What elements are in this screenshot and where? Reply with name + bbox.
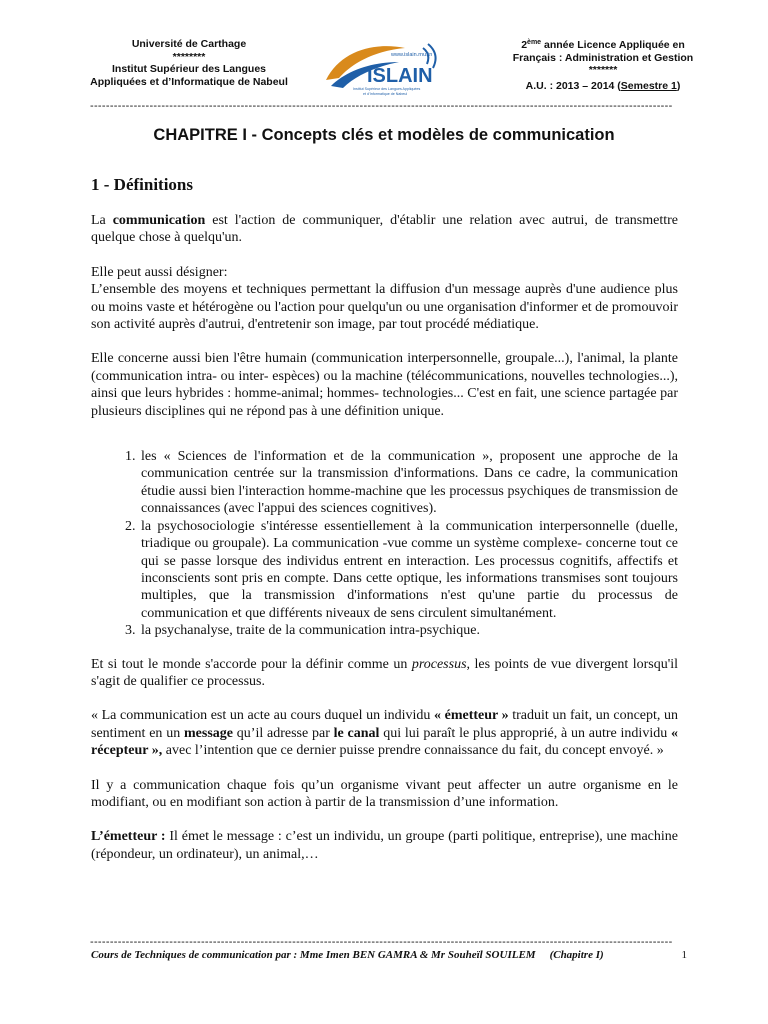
term-emetteur-label: L’émetteur : <box>91 829 166 845</box>
header-stars-left: ******** <box>172 50 206 63</box>
term-communication: communication <box>112 213 206 228</box>
paragraph-emetteur <box>91 828 678 863</box>
paragraph-definition <box>91 212 678 247</box>
term-processus: processus <box>411 656 467 672</box>
logo-subtitle-line1: Institut Supérieur des Langues Appliquées <box>353 87 421 91</box>
text-run: Elle peut aussi désigner: <box>91 264 228 280</box>
academic-year-label: A.U. : 2013 – 2014 ( <box>525 79 621 92</box>
paragraph-quote <box>91 707 678 759</box>
text-run: est l'action de communiquer, d'établir une relation avec autrui, de transmettre quelque chose à quelqu'un. <box>91 213 678 246</box>
academic-year <box>488 80 718 93</box>
institute-name-line1: Institut Supérieur des Langues <box>111 63 267 76</box>
text-run: traduit un fait, un concept, un sentiment en un <box>91 708 679 741</box>
term-canal: le canal <box>333 725 380 741</box>
term-recepteur: « récepteur », <box>91 725 678 759</box>
program-level <box>488 37 718 52</box>
list-item: 3. la psychanalyse, traite de la communication intra-psychique. <box>139 622 678 639</box>
logo-subtitle-line2: et d’Informatique de Nabeul <box>363 92 408 96</box>
text-run: « La communication est un acte au cours duquel un individu <box>91 708 434 724</box>
section-heading: 1 - Définitions <box>91 175 193 194</box>
program-name: Français : Administration et Gestion <box>512 51 694 64</box>
header-separator: --------------------------------------------------------------------------------------------------------------------------------------------------- <box>90 100 673 112</box>
text-run: qu’il adresse par <box>233 725 334 741</box>
level-text: année Licence Appliquée en <box>541 39 685 51</box>
term-message: message <box>184 725 233 741</box>
semester-close: ) <box>676 79 681 92</box>
text-run: qui lui paraît le plus approprié, à un autre individu <box>379 725 671 741</box>
level-ordinal: 2 <box>521 39 528 51</box>
institute-name-line2: Appliquées et d’Informatique de Nabeul <box>90 75 288 88</box>
text-run: Il émet le message : c’est un individu, un groupe (parti politique, entreprise), une machine (répondeur, un ordinateur), un animal,… <box>91 829 678 862</box>
footer-course: Cours de Techniques de communication par : Mme Imen BEN GAMRA & Mr Souheïl SOUILEM <box>91 949 536 961</box>
page-title: CHAPITRE I - Concepts clés et modèles de communication <box>153 126 615 144</box>
paragraph-process <box>91 656 678 691</box>
text-run: La <box>91 213 113 228</box>
header-program <box>488 37 718 92</box>
paragraph-designation <box>91 264 678 334</box>
logo-wordmark: ISLAIN <box>367 65 433 87</box>
paragraph-organism: Il y a communication chaque fois qu’un organisme vivant peut affecter un autre organisme en le modifiant, ou en modifiant son action à partir de la transmission d’une information. <box>91 777 678 810</box>
document-body <box>91 212 678 880</box>
footer-chapter: (Chapitre I) <box>549 949 604 961</box>
paragraph-scope: Elle concerne aussi bien l'être humain (communication interpersonnelle, groupale...), l'animal, la plante (communication intra- ou inter- espèces) ou la machine (télécommunications, nouvelles technologies...), ainsi que leurs hybrides : homme-animal; hommes- technologies... C'est en fait, une science partagée par plusieurs disciplines qui ne répond pas à une définition unique. <box>91 351 678 419</box>
page-number: 1 <box>681 949 687 961</box>
university-name: Université de Carthage <box>131 38 247 50</box>
level-superscript: ème <box>527 39 542 46</box>
list-item: 2. la psychosociologie s'intéresse essentiellement à la communication interpersonnelle (duelle, triadique ou groupale). La communication -vue comme un système complexe- concerne tout ce qui se passe lorsque des individus entrent en interaction. Les processus cognitifs, affectifs et inconscients sont pris en compte. Dans cette optique, les informations transmises sont toujours multiples, que la transmission d'informations n'est qu'une partie du processus de communication et que différents niveaux de sens circulent simultanément. <box>139 518 678 622</box>
text-run: L’ensemble des moyens et techniques permettant la diffusion d'un message auprès d'une audience plus ou moins vaste et hétérogène ou l'action pour quelqu'un ou une organisation d'informer et de promouvoir son activité auprès d'autrui, d'entretenir son image, par tout procédé médiatique. <box>91 282 679 333</box>
header-stars-right: ******* <box>588 64 618 77</box>
text-run: avec l’intention que ce dernier puisse prendre connaissance du fait, du concept envoyé. » <box>162 743 664 759</box>
header-institution <box>84 38 294 88</box>
list-item: 1. les « Sciences de l'information et de la communication », proposent une approche de la communication centrée sur la transmission d'informations. Dans ce cadre, la communication étudie aussi bien l'interaction homme-machine que les processus psychiques de transmission de connaissances (avec l'appui des sciences cognitives). <box>139 448 678 518</box>
text-run: Et si tout le monde s'accorde pour la définir comme un <box>91 656 412 672</box>
footer-separator: --------------------------------------------------------------------------------------------------------------------------------------------------- <box>90 936 673 948</box>
term-emetteur: « émetteur » <box>434 708 509 724</box>
text-run: , les points de vue divergent lorsqu'il s'agit de qualifier ce processus. <box>91 656 679 689</box>
page-footer <box>91 949 687 961</box>
semester-label: Semestre 1 <box>620 79 677 92</box>
logo-url-text: www.islain.rnu.tn <box>391 52 433 58</box>
disciplines-list <box>91 448 678 639</box>
islain-logo <box>323 40 441 98</box>
